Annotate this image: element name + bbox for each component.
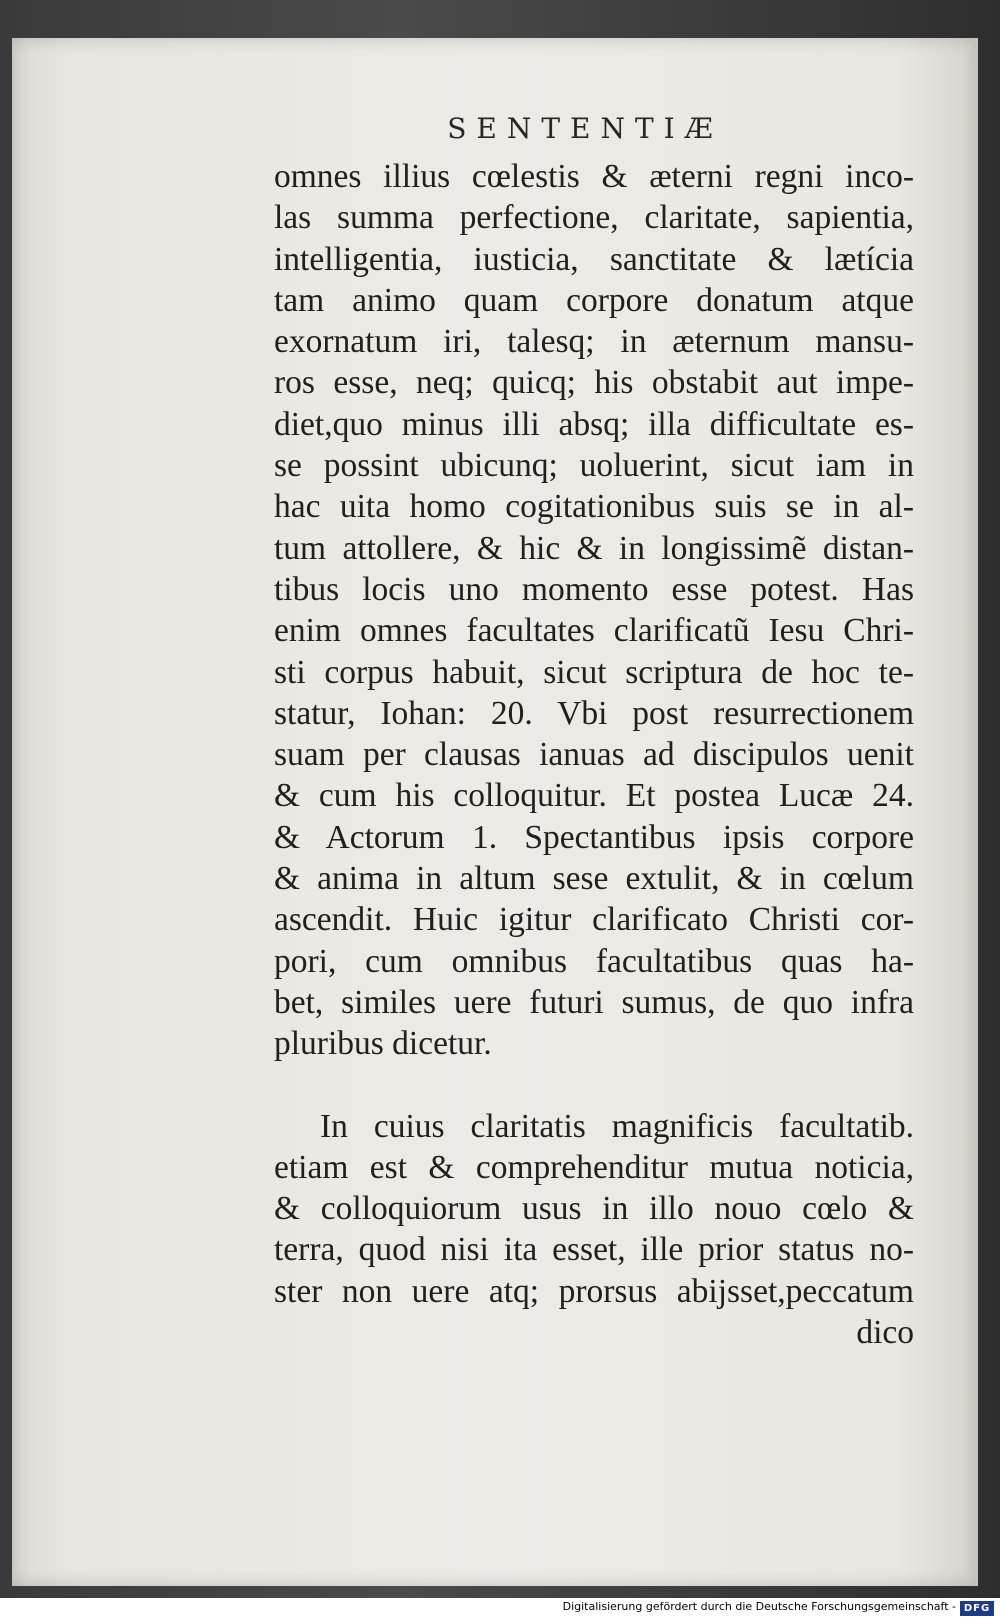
text-line: enim omnes facultates clarificatũ Iesu Chri- [274, 612, 914, 650]
text-line: & colloquiorum usus in illo nouo cœlo & [274, 1190, 914, 1228]
text-line: In cuius claritatis magnificis facultatib. [320, 1107, 914, 1145]
text-line: se possint ubicunq; uoluerint, sicut iam in [274, 447, 914, 485]
text-line: terra, quod nisi ita esset, ille prior status no- [274, 1231, 914, 1269]
text-line: ros esse, neq; quicq; his obstabit aut impe- [274, 364, 914, 402]
text-line: suam per clausas ianuas ad discipulos uenit [274, 736, 914, 774]
text-line: omnes illius cœlestis & æterni regni inco- [274, 158, 914, 195]
text-line: las summa perfectione, claritate, sapientia, [274, 199, 914, 237]
text-line: tam animo quam corpore donatum atque [274, 281, 914, 319]
text-line: statur, Iohan: 20. Vbi post resurrectionem [274, 694, 914, 732]
text-line: tum attollere, & hic & in longissimẽ distan- [274, 529, 914, 567]
funding-credit: Digitalisierung gefördert durch die Deutsche Forschungsgemeinschaft - [562, 1600, 956, 1613]
text-line: pluribus dicetur. [274, 1025, 492, 1063]
text-line: intelligentia, iusticia, sanctitate & lætícia [274, 240, 914, 278]
text-line: & cum his colloquitur. Et postea Lucæ 24. [274, 777, 914, 815]
text-line: & anima in altum sese extulit, & in cœlum [274, 860, 914, 898]
text-line: tibus locis uno momento esse potest. Has [274, 570, 914, 608]
paragraph-gap [274, 1065, 914, 1106]
catchword: dico [856, 1314, 914, 1352]
running-head: SENTENTIÆ [447, 112, 723, 145]
text-line: exornatum iri, talesq; in æternum mansu- [274, 323, 914, 361]
text-line: pori, cum omnibus facultatibus quas ha- [274, 942, 914, 980]
text-line: diet,quo minus illi absq; illa difficultate es- [274, 405, 914, 443]
text-line: sti corpus habuit, sicut scriptura de hoc te- [274, 653, 914, 691]
page-edge-shadow [968, 38, 978, 1586]
text-line: ascendit. Huic igitur clarificato Christi cor- [274, 901, 914, 939]
text-line: ster non uere atq; prorsus abijsset,peccatum [274, 1272, 914, 1310]
text-line: bet, similes uere futuri sumus, de quo infra [274, 983, 914, 1021]
text-line: hac uita homo cogitationibus suis se in al- [274, 488, 914, 526]
book-page [12, 38, 978, 1586]
dfg-logo: DFG [960, 1601, 994, 1616]
page-body-text [274, 156, 914, 1353]
text-line: & Actorum 1. Spectantibus ipsis corpore [274, 818, 914, 856]
text-line: etiam est & comprehenditur mutua noticia, [274, 1148, 914, 1186]
footer-bar [0, 1598, 1000, 1620]
